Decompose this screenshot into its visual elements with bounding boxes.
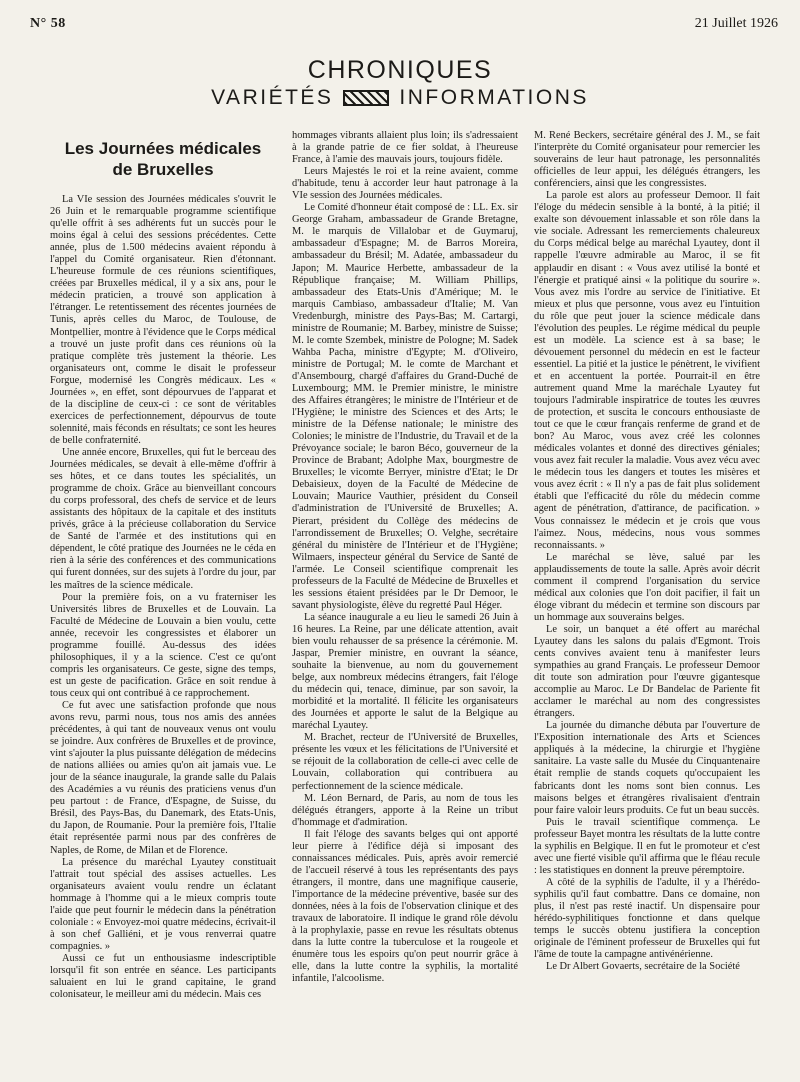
paragraph: Pour la première fois, on a vu fraterniser les Universités libres de Bruxelles et de Louvain. La Faculté de Médecine de Louvain a bien voulu, cette année, recevoir les congressistes et élaborer un programme fouillé. Au-dessus des idées philosophiques, il y a la science. C'est ce qu'ont compris les organisateurs. Ce geste, signe des temps, est un geste de pacification. Grâce en soit rendue à tous ceux qui ont contribué à ce rapprochement. <box>50 591 276 699</box>
paragraph: Une année encore, Bruxelles, qui fut le berceau des Journées médicales, se devait à elle-même d'offrir à ses hôtes, et ce dans toutes les spécialités, un programme de choix. Grâce au bienveillant concours du corps professoral, des chefs de service et de leurs assistants des hôpitaux de la capitale et des instituts privés, grâce à la précieuse collaboration du Service de Santé de l'armée et des institutions qui en dépendent, le côté pratique des Journées ne le céda en rien à la série des conférences et des communications qui furent données, sur des sujets à l'ordre du jour, par les maîtres de la science médicale. <box>50 446 276 591</box>
issue-number: N° 58 <box>30 16 66 31</box>
paragraph: M. Brachet, recteur de l'Université de Bruxelles, présente les vœux et les félicitations de l'Université et se réjouit de la collaboration de celle-ci avec celle de Louvain, collaboration qui contribuera au perfectionnement de la science médicale. <box>292 732 518 792</box>
section-subtitle <box>0 86 800 110</box>
paragraph: M. René Beckers, secrétaire général des J. M., se fait l'interprète du Comité organisateur pour remercier les souverains de leur haut patronage, les personnalités officielles de leur appui, les délégués étrangers, les conférenciers, ainsi que les congressistes. <box>534 130 760 190</box>
paragraph: La journée du dimanche débuta par l'ouverture de l'Exposition internationale des Arts et Sciences appliqués à la médecine, la chirurgie et l'hygiène sanitaire. La vaste salle du Musée du Cinquantenaire était remplie de stands coquets qu'occupaient les fabricants dont les noms sont bien connus. Les maisons belges et étrangères rivalisaient d'entrain pour faire valoir leurs produits. Ce fut un beau succès. <box>534 720 760 816</box>
paragraph: La séance inaugurale a eu lieu le samedi 26 Juin à 16 heures. La Reine, par une délicate attention, avait bien voulu rehausser de sa présence la cérémonie. M. Jaspar, Premier ministre, en ouvrant la séance, souhaite la bienvenue, au nom du gouvernement belge, aux nombreux médecins étrangers, fait l'éloge du médecin qui, tenace, diminue, par son savoir, la morbidité et la mortalité. Il félicite les organisateurs des Journées et apporte le salut de la Belgique au maréchal Lyautey. <box>292 611 518 732</box>
masthead <box>0 56 800 110</box>
paragraph: Leurs Majestés le roi et la reine avaient, comme d'habitude, tenu à accorder leur haut patronage à la VIe session des Journées médicales. <box>292 166 518 202</box>
article-title-line-1: Les Journées médicales <box>64 139 262 158</box>
paragraph: Aussi ce fut un enthousiasme indescriptible lorsqu'il fit son entrée en séance. Les participants saluaient en lui le grand capitaine, le grand colonisateur, le meilleur ami du médecin. Mais ces <box>50 952 276 1001</box>
paragraph: Le Dr Albert Govaerts, secrétaire de la Société <box>546 961 740 973</box>
issue-date: 21 Juillet 1926 <box>694 16 778 31</box>
paragraph: Il fait l'éloge des savants belges qui ont apporté leur pierre à l'édifice déjà si imposant des connaissances médicales. Puis, après avoir remercié de l'accueil réservé à tous les représentants des pays étrangers, il montre, dans une magnifique causerie, l'importance de la médecine préventive, basée sur des données, nées à la fois de l'observation clinique et des travaux de laboratoire. Il indique le grand rôle dévolu à la prophylaxie, passe en revue les résultats obtenus dans la lutte contre la tuberculose et la rougeole et énumère tous les espoirs qu'on peut nourrir grâce à elle, dans la lutte contre la syphilis, la mortalité infantile, l'alcoolisme. <box>292 828 518 985</box>
article-column-3 <box>534 130 760 1075</box>
paragraph: Le Comité d'honneur était composé de : LL. Ex. sir George Graham, ambassadeur de Grande Bretagne, M. le marquis de Villalobar et de Guymaruj, ambassadeur d'Espagne; M. de Barros Moreira, ambassadeur du Brésil; M. Adatée, ambassadeur du Japon; M. Maurice Herbette, ambassadeur de la République française; M. William Phillips, ambassadeur des Etats-Unis d'Amérique; M. le marquis Cambiaso, ambassadeur d'Italie; M. Van Vredenburgh, ministre des Pays-Bas; M. Cartargi, ministre de Roumanie; M. Barbey, ministre de Suisse; M. le comte Szembek, ministre de Pologne; M. Sadek Wahba Pacha, ministre d'Egypte; M. d'Oliveiro, ministre de Portugal; M. le comte de Marchant et d'Ansembourg, chargé d'affaires du Grand-Duché de Luxembourg; MM. le Premier ministre, le ministre des Affaires étrangères; le ministre de l'Intérieur et de l'Hygiène; le ministre des Sciences et des Arts; le ministre de la Défense nationale; le ministre des Colonies; le ministre de l'Industrie, du Travail et de la Prévoyance sociale; le baron Béco, gouverneur de la Province de Brabant; Adolphe Max, bourgmestre de Bruxelles; le vicomte Berryer, ministre d'Etat; le Dr Debaisieux, doyen de la Faculté de Médecine de Louvain; Maurice Vauthier, président du Conseil d'administration de l'Université de Bruxelles; A. Pierart, président du Collège des médecins de l'arrondissement de Bruxelles; O. Velghe, secrétaire général du ministère de l'Intérieur et de l'Hygiène; Wilmaers, inspecteur général du Service de Santé de l'armée. Le Conseil scientifique comprenait les professeurs de la Faculté de Médecine de Bruxelles et les sessions étaient présidées par le Dr Demoor, le savant physiologiste, élève du regretté Paul Héger. <box>292 202 518 611</box>
article-columns <box>50 130 760 1075</box>
paragraph: Puis le travail scientifique commença. Le professeur Bayet montra les résultats de la lutte contre la syphilis en Belgique. Il en fut le promoteur et c'est avec une fierté visible qu'il affirma que le fléau recule : les statistiques en donnent la preuve péremptoire. <box>534 816 760 876</box>
paragraph: A côté de la syphilis de l'adulte, il y a l'hérédo-syphilis qu'il faut combattre. Dans ce domaine, non plus, il n'est pas resté inactif. Un dispensaire pour hérédo-syphilitiques fonctionne et dans quelque temps le succès obtenu justifiera la conception originale de l'éminent professeur de Bruxelles qui fut l'âme de toute la campagne antivénérienne. <box>534 876 760 961</box>
paragraph: hommages vibrants allaient plus loin; ils s'adressaient à la grande patrie de ce fier soldat, à l'heureuse France, à l'amie des mauvais jours, toujours fidèle. <box>292 130 518 166</box>
subtitle-informations: INFORMATIONS <box>399 86 589 109</box>
paragraph: La parole est alors au professeur Demoor. Il fait l'éloge du médecin sensible à la bonté, à la pitié; il exalte son dévouement inlassable et son rôle dans la vie sociale. Adressant les remerciements chaleureux du Corps médical belge au maréchal Lyautey, dont il rappelle l'œuvre admirable au Maroc, il se fit applaudir en disant : « Vous avez utilisé la bonté et l'énergie et pratiqué ainsi « la politique du sourire ». Vous avez mis l'ordre au service de l'initiative. Et mieux et plus que personne, vous avez eu l'intuition du rôle que peut jouer la science médicale dans l'évolution des peuples. Le régime médical du peuple est un modèle. La science est à sa base; le dévouement personnel du médecin en est le facteur essentiel. La pitié et la justice le pénètrent, le vivifient et en accentuent la portée. Pourrait-il en être autrement quand Mme la maréchale Lyautey fut toujours l'admirable inspiratrice de toutes les œuvres de protection, et suscita le concours enthousiaste de tout ce que le cœur français renferme de grand et de bon? Au Maroc, vous avez créé les colonnes médicales volantes et donné des directives géniales; vous avez fait reculer la maladie. Vous avez vécu avec le médecin tous les dangers et toutes les misères et vous avez écrit : « Il n'y a pas de fait plus solidement établi que l'efficacité du rôle du médecin comme agent de pénétration, d'attirance, de pacification. » Vous connaissez le médecin et je crois que vous l'aimez. Nous, médecins, nous vous sommes reconnaissants. » <box>534 190 760 551</box>
article-title <box>50 138 276 180</box>
article-title-line-2: de Bruxelles <box>112 160 214 179</box>
article-column-2 <box>292 130 518 1075</box>
paragraph: Ce fut avec une satisfaction profonde que nous avons revu, parmi nous, tous nos amis des années précédentes, à qui tant de nouveaux venus ont voulu se joindre. Aux confrères de Bruxelles et de province, vint s'ajouter la plus puissante délégation de médecins de nations alliées ou amies qu'on ait jamais vue. Le jour de la séance inaugurale, la grande salle du Palais des Académies a vu réunis des praticiens venus d'un peu partout : de France, d'Espagne, de Suisse, du Brésil, des Pays-Bas, du Danemark, des Etats-Unis, du Japon, de Roumanie. Pour la première fois, l'Italie était représentée parmi nous par des confrères de Naples, de Rome, de Milan et de Florence. <box>50 699 276 856</box>
ornament-icon <box>343 90 389 106</box>
paragraph: M. Léon Bernard, de Paris, au nom de tous les délégués étrangers, apporte à la Reine un tribut d'hommage et d'admiration. <box>292 792 518 828</box>
subtitle-varietes: VARIÉTÉS <box>211 86 334 109</box>
article-column-1 <box>50 130 276 1075</box>
paragraph: Le maréchal se lève, salué par les applaudissements de toute la salle. Après avoir décrit comment il comprend l'organisation du service médical aux colonies que l'on doit pacifier, il fait un éloge vibrant du médecin et termine son discours par un hommage aux souverains belges. <box>534 551 760 623</box>
paragraph: La présence du maréchal Lyautey constituait l'attrait tout spécial des assises actuelles. Les organisateurs avaient voulu rendre un éclatant hommage à l'homme qui a le mieux compris toute l'aide que peut fournir le médecin dans la pénétration coloniale : « Envoyez-moi quatre médecins, écrivait-il à son chef Galliéni, et je vous renverrai quatre compagnies. » <box>50 856 276 952</box>
section-title: CHRONIQUES <box>307 56 493 84</box>
paragraph: Le soir, un banquet a été offert au maréchal Lyautey dans les salons du palais d'Egmont. Trois cents convives avaient tenu à manifester leurs sympathies au grand Français. Le professeur Demoor dit toute son admiration pour l'œuvre gigantesque accomplie au Maroc. Le Dr Bandelac de Pariente fit acclamer le maréchal au nom des congressistes étrangers. <box>534 623 760 720</box>
paragraph: La VIe session des Journées médicales s'ouvrit le 26 Juin et le remarquable programme scientifique qu'elle offrit à ses adhérents fut un succès pour le moins égal à celui des sessions précédentes. Cette année, plus de 1.500 médecins avaient répondu à l'appel du Comité organisateur. Rien d'étonnant. L'heureuse formule de ces réunions scientifiques, créées par Bruxelles médical, il y a six ans, pour le médecin praticien, a trouvé son application à l'étranger. Le retentissement des récentes journées de Tunis, après celles du Maroc, de Toulouse, de Montpellier, montre à l'évidence que le Corps médical a trouvé un juste profit dans ces réunions où la pratique complète très justement la théorie. Les organisateurs ont, comme le disait le professeur Forgue, modernisé les Congrès médicaux. Les « Journées », en effet, sont dépourvues de l'apparat et de la discipline de ceux-ci : ce sont de véritables exercices de perfectionnement, dépourvus de toute solennité, mais féconds en résultats; ce sont les heures de belle confraternité. <box>50 194 276 446</box>
